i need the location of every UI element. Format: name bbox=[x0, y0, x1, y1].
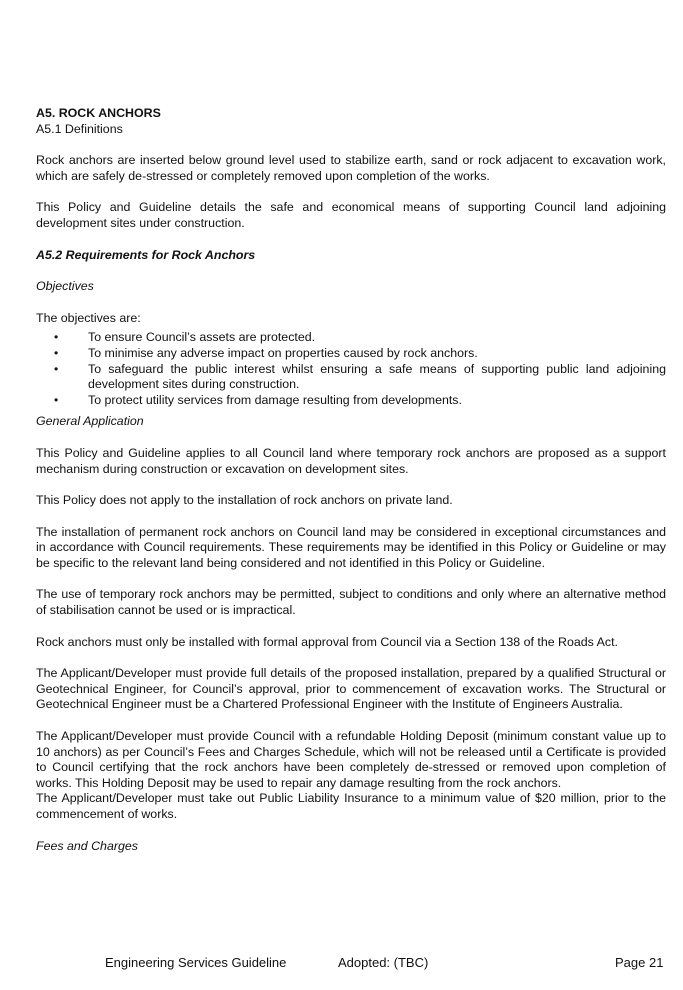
section-title: A5. ROCK ANCHORS bbox=[36, 106, 161, 120]
requirements-heading: A5.2 Requirements for Rock Anchors bbox=[36, 247, 256, 262]
list-item: • To minimise any adverse impact on properties caused by rock anchors. bbox=[54, 345, 478, 360]
objectives-list bbox=[36, 330, 666, 408]
paragraph-deposit: The Applicant/Developer must provide Council with a refundable Holding Deposit (minimum constant value up to 10 anchors) as per Council’s Fees and Charges Schedule, which will not be released until a Certificate is provided to Council certifying that the rock anchors have been completely de-stressed or removed upon completion of works. This Holding Deposit may be used to repair any damage resulting from the rock anchors. bbox=[36, 729, 666, 790]
footer-page-number: Page 21 bbox=[615, 955, 664, 970]
footer-adopted: Adopted: (TBC) bbox=[338, 955, 429, 970]
objectives-heading: Objectives bbox=[36, 279, 94, 294]
list-item: • To ensure Council’s assets are protected. bbox=[54, 330, 316, 345]
bullet-icon: • bbox=[54, 330, 59, 345]
bullet-icon: • bbox=[54, 361, 59, 376]
paragraph-applies: This Policy and Guideline applies to all Council land where temporary rock anchors are proposed as a support mechanism during construction or excavation on development sites. bbox=[36, 445, 666, 476]
paragraph-approval: Rock anchors must only be installed with formal approval from Council via a Section 138 of the Roads Act. bbox=[36, 634, 618, 649]
list-item: • To safeguard the public interest whilst ensuring a safe means of supporting public land adjoining development sites during construction. bbox=[54, 361, 666, 392]
document-body bbox=[36, 106, 666, 854]
policy-scope-paragraph: This Policy and Guideline details the safe and economical means of supporting Council land adjoining development sites under construction. bbox=[36, 200, 666, 230]
footer-document-title: Engineering Services Guideline bbox=[105, 955, 287, 970]
paragraph-permanent-anchors: The installation of permanent rock anchors on Council land may be considered in exceptional circumstances and in accordance with Council requirements. These requirements may be identified in this Policy or Guideline or may be specific to the relevant land being considered and not identified in this Policy or Guideline. bbox=[36, 524, 666, 570]
paragraph-temporary-anchors: The use of temporary rock anchors may be permitted, subject to conditions and only where an alternative method of stabilisation cannot be used or is impractical. bbox=[36, 587, 666, 618]
bullet-icon: • bbox=[54, 345, 59, 360]
definitions-heading: A5.1 Definitions bbox=[36, 121, 123, 136]
paragraph-private-land: This Policy does not apply to the installation of rock anchors on private land. bbox=[36, 493, 453, 508]
bullet-icon: • bbox=[54, 392, 59, 407]
fees-heading: Fees and Charges bbox=[36, 838, 138, 853]
paragraph-engineer: The Applicant/Developer must provide full details of the proposed installation, prepared by a qualified Structural or Geotechnical Engineer, for Council’s approval, prior to commencement of excavation works. The Structural or Geotechnical Engineer must be a Chartered Professional Engineer with the Institute of Engineers Australia. bbox=[36, 666, 666, 712]
list-item: • To protect utility services from damage resulting from developments. bbox=[54, 392, 462, 407]
definition-paragraph: Rock anchors are inserted below ground level used to stabilize earth, sand or rock adjacent to excavation work, which are safely de-stressed or completely removed upon completion of the works. bbox=[36, 153, 666, 183]
general-application-heading: General Application bbox=[36, 414, 144, 429]
objectives-intro: The objectives are: bbox=[36, 310, 141, 325]
paragraph-insurance: The Applicant/Developer must take out Public Liability Insurance to a minimum value of $20 million, prior to the commencement of works. bbox=[36, 791, 666, 821]
page-footer bbox=[0, 955, 683, 973]
